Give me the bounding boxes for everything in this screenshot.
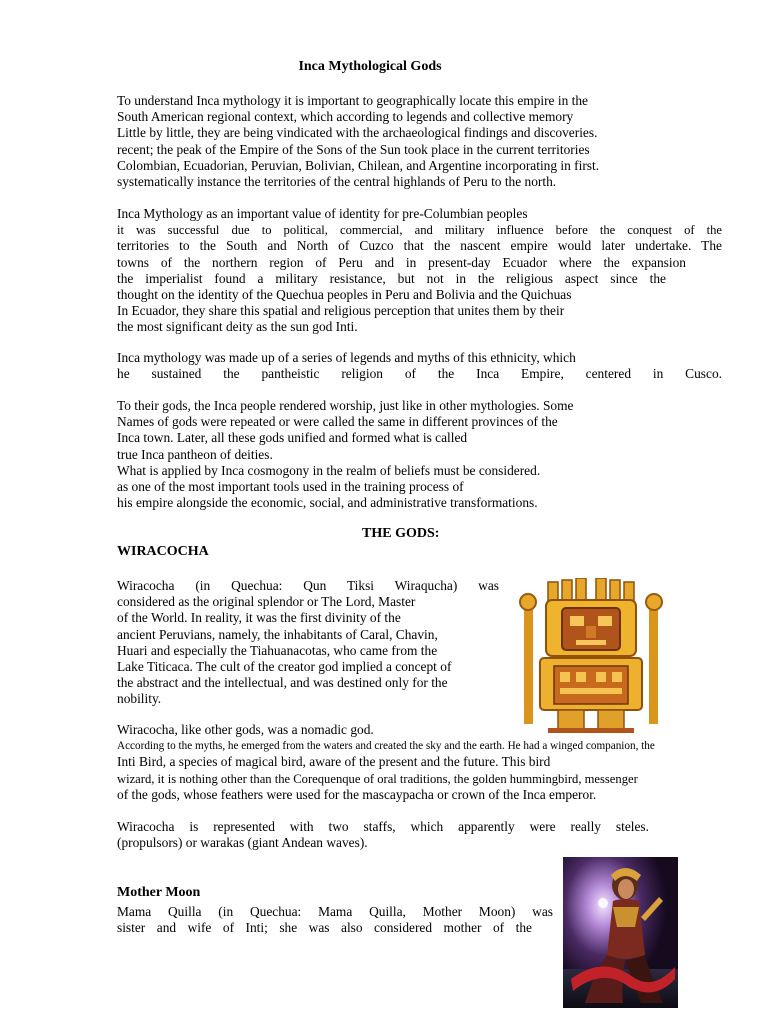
text-line: Names of gods were repeated or were called the same in different provinces of the — [117, 414, 558, 430]
text-line: Wiracocha, like other gods, was a nomadic god. — [117, 722, 374, 737]
text-line: Inca mythology was made up of a series of legends and myths of this ethnicity, which — [117, 350, 576, 365]
mother-moon-image — [563, 857, 678, 1008]
text-line: true Inca pantheon of deities. — [117, 446, 273, 462]
text-line: towns of the northern region of Peru and in present-day Ecuador where the expansion — [117, 254, 686, 270]
text-line: territories to the South and North of Cuzco that the nascent empire would later undertake. The — [117, 238, 722, 254]
text-line: Wiracocha is represented with two staffs, which apparently were really steles. — [117, 819, 649, 834]
text-line: nobility. — [117, 691, 162, 707]
text-line: Inti Bird, a species of magical bird, aware of the present and the future. This bird — [117, 754, 551, 770]
text-line: Inca town. Later, all these gods unified and formed what is called — [117, 430, 468, 446]
text-line: as one of the most important tools used in the training process of — [117, 479, 464, 495]
mother-moon-heading: Mother Moon — [117, 885, 201, 900]
text-line: the most significant deity as the sun god Inti. — [117, 319, 358, 335]
mother-moon-paragraph — [117, 904, 553, 936]
text-line: considered as the original splendor or The Lord, Master — [117, 594, 416, 610]
text-line: Colombian, Ecuadorian, Peruvian, Bolivian, Chilean, and Argentine incorporating in first. — [117, 157, 600, 173]
wiracocha-heading: WIRACOCHA — [117, 544, 209, 559]
text-line: Mama Quilla (in Quechua: Mama Quilla, Mother Moon) was — [117, 904, 553, 919]
text-line: To understand Inca mythology it is important to geographically locate this empire in the — [117, 93, 588, 108]
text-line: (propulsors) or warakas (giant Andean waves). — [117, 835, 368, 851]
identity-paragraph — [117, 206, 722, 336]
intro-paragraph — [117, 93, 599, 190]
text-line: ancient Peruvians, namely, the inhabitants of Caral, Chavin, — [117, 626, 438, 642]
worship-paragraph — [117, 398, 573, 511]
wiracocha-staffs-paragraph — [117, 819, 649, 851]
text-line: sister and wife of Inti; she was also considered mother of the — [117, 920, 532, 936]
wiracocha-paragraph — [117, 578, 499, 708]
text-line: Lake Titicaca. The cult of the creator god implied a concept of — [117, 659, 452, 675]
gods-heading: THE GODS: — [362, 526, 440, 541]
text-line: the imperialist found a military resistance, but not in the religious aspect since the — [117, 270, 666, 286]
text-line: his empire alongside the economic, social, and administrative transformations. — [117, 495, 538, 511]
page-title: Inca Mythological Gods — [298, 59, 442, 74]
text-line: of the gods, whose feathers were used for the mascaypacha or crown of the Inca emperor. — [117, 786, 597, 802]
wiracocha-myth-paragraph — [117, 722, 655, 803]
mythology-paragraph — [117, 350, 722, 382]
text-line: thought on the identity of the Quechua peoples in Peru and Bolivia and the Quichuas — [117, 287, 572, 303]
text-line: Huari and especially the Tiahuanacotas, who came from the — [117, 642, 438, 658]
text-line: According to the myths, he emerged from the waters and created the sky and the earth. He had a winged companion, the — [117, 740, 655, 753]
text-line: wizard, it is nothing other than the Corequenque of oral traditions, the golden hummingbird, messenger — [117, 771, 638, 786]
text-line: South American regional context, which according to legends and collective memory — [117, 109, 574, 125]
text-line: recent; the peak of the Empire of the Sons of the Sun took place in the current territories — [117, 141, 590, 157]
text-line: the abstract and the intellectual, and was destined only for the — [117, 675, 448, 691]
text-line: Wiracocha (in Quechua: Qun Tiksi Wiraqucha) was — [117, 578, 499, 593]
text-line: he sustained the pantheistic religion of the Inca Empire, centered in Cusco. — [117, 366, 722, 382]
text-line: In Ecuador, they share this spatial and religious perception that unites them by their — [117, 303, 565, 319]
text-line: Inca Mythology as an important value of identity for pre-Columbian peoples — [117, 206, 528, 221]
text-line: systematically instance the territories of the central highlands of Peru to the north. — [117, 174, 557, 190]
text-line: it was successful due to political, commercial, and military influence before the conquest of the — [117, 223, 722, 238]
text-line: Little by little, they are being vindicated with the archaeological findings and discoveries. — [117, 125, 598, 141]
wiracocha-idol-image — [518, 578, 664, 734]
text-line: What is applied by Inca cosmogony in the realm of beliefs must be considered. — [117, 462, 541, 478]
text-line: of the World. In reality, it was the first divinity of the — [117, 610, 401, 626]
text-line: To their gods, the Inca people rendered worship, just like in other mythologies. Some — [117, 398, 574, 413]
